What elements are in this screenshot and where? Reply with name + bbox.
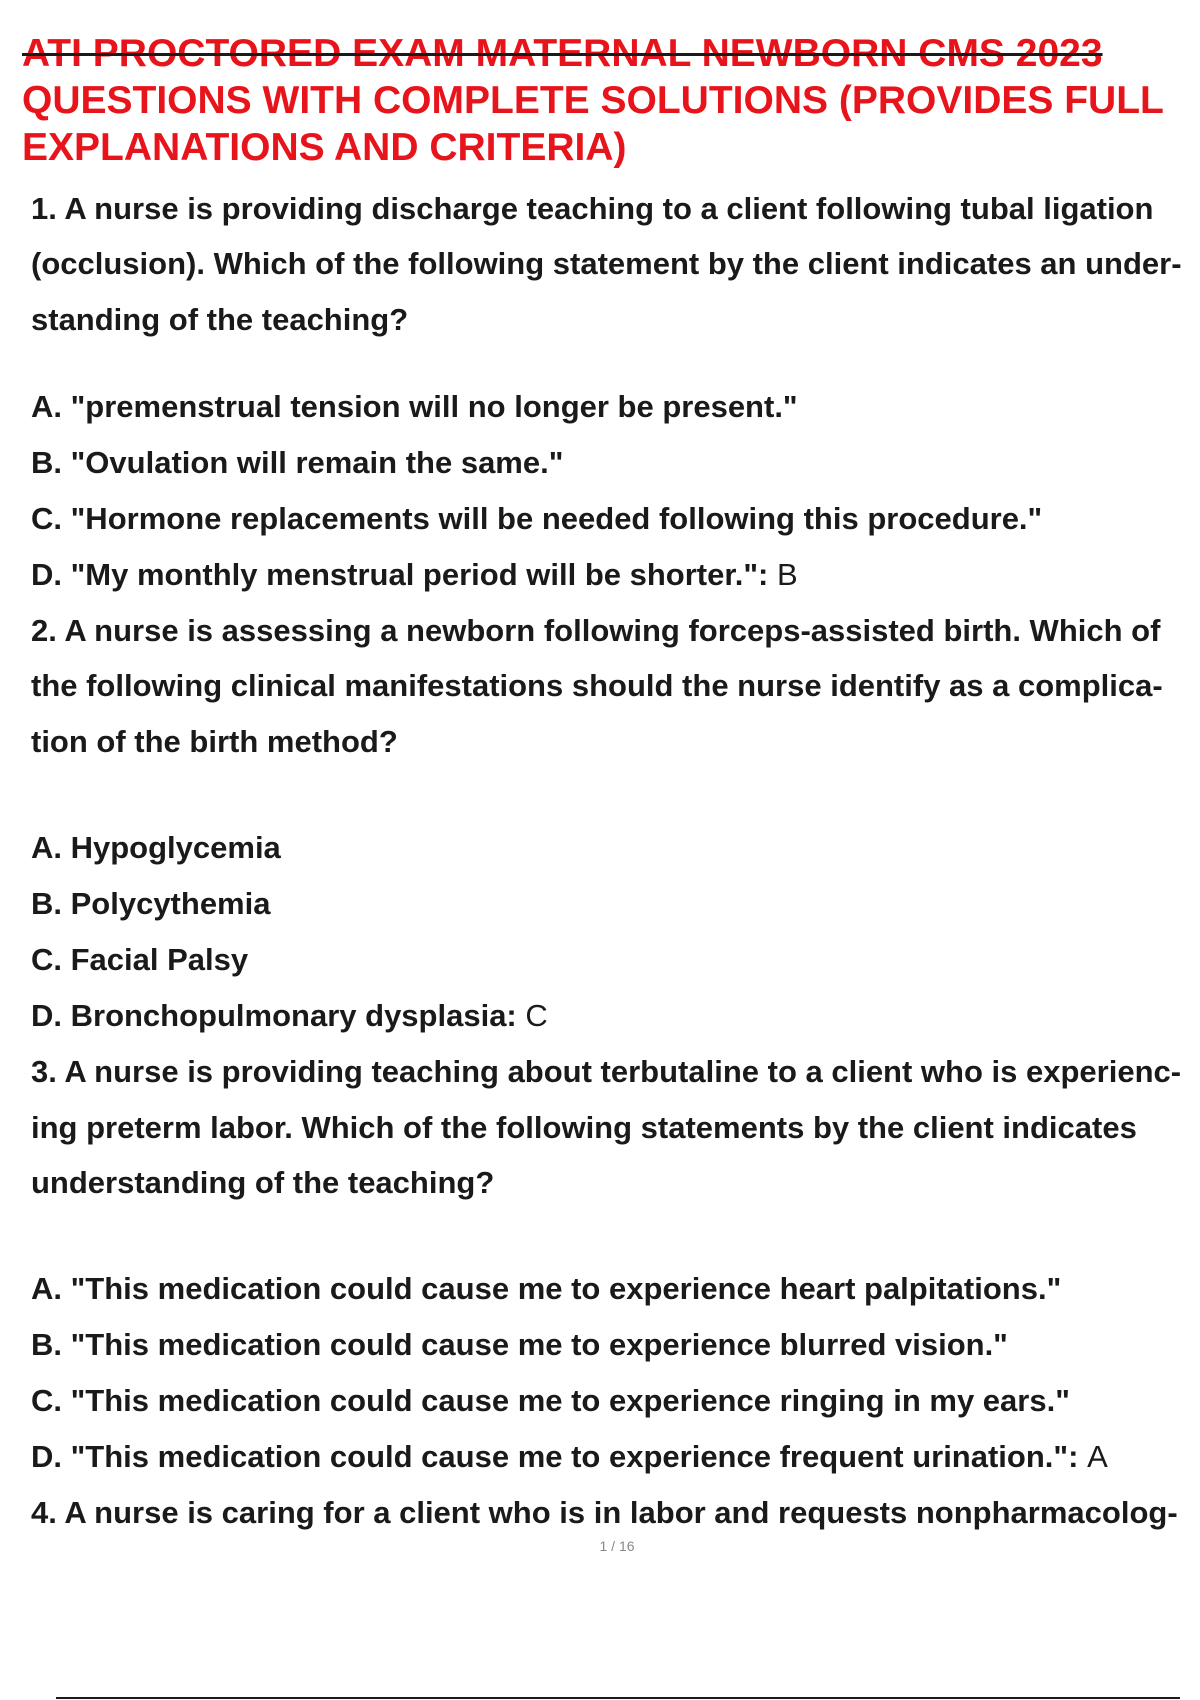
question-2-option-d [31,988,1200,1044]
question-2-stem-line: 2. A nurse is assessing a newborn following forceps-assisted birth. Which of [31,613,1161,648]
question-3-stem-line: understanding of the teaching? [31,1165,495,1200]
question-3-option-b: B. "This medication could cause me to experience blurred vision." [31,1327,1008,1362]
question-3-option-a: A. "This medication could cause me to experience heart palpitations." [31,1271,1062,1306]
title-line: EXPLANATIONS AND CRITERIA) [22,126,627,169]
question-1-option-d [31,547,1200,603]
question-1-stem-line: standing of the teaching? [31,302,409,337]
question-2-stem-line: the following clinical manifestations should the nurse identify as a complica- [31,668,1163,703]
question-3-option-c: C. "This medication could cause me to experience ringing in my ears." [31,1383,1070,1418]
question-3-answer: A [1087,1439,1108,1474]
question-2-option-c: C. Facial Palsy [31,942,249,977]
question-1-option-a: A. "premenstrual tension will no longer be present." [31,389,798,424]
question-4-stem-line: 4. A nurse is caring for a client who is in labor and requests nonpharmacolog- [31,1495,1178,1530]
page-number: 1 / 16 [599,1538,635,1554]
question-1-answer: B [776,557,798,592]
question-2-stem-line: tion of the birth method? [31,724,398,759]
question-2-answer: C [525,998,548,1033]
question-2-option-d-text: D. Bronchopulmonary dysplasia: [31,998,517,1033]
question-3-stem-line: ing preterm labor. Which of the following statements by the client indicates [31,1110,1137,1145]
question-1-option-c: C. "Hormone replacements will be needed following this procedure." [31,501,1043,536]
question-1-option-b: B. "Ovulation will remain the same." [31,445,564,480]
page-divider [56,1697,1180,1699]
question-3-option-d [31,1429,1200,1485]
question-1-stem-line: 1. A nurse is providing discharge teaching to a client following tubal ligation [31,191,1154,226]
title-line: ATI PROCTORED EXAM MATERNAL NEWBORN CMS 2023 [22,32,1103,75]
document-title [22,30,1200,171]
question-3-option-d-text: D. "This medication could cause me to experience frequent urination.": [31,1439,1079,1474]
title-line: QUESTIONS WITH COMPLETE SOLUTIONS (PROVIDES FULL [22,79,1164,122]
question-2-option-b: B. Polycythemia [31,886,271,921]
question-1-option-d-text: D. "My monthly menstrual period will be shorter.": [31,557,769,592]
question-1-stem-line: (occlusion). Which of the following statement by the client indicates an under- [31,246,1182,281]
question-3-stem-line: 3. A nurse is providing teaching about terbutaline to a client who is experienc- [31,1054,1182,1089]
question-2-option-a: A. Hypoglycemia [31,830,281,865]
